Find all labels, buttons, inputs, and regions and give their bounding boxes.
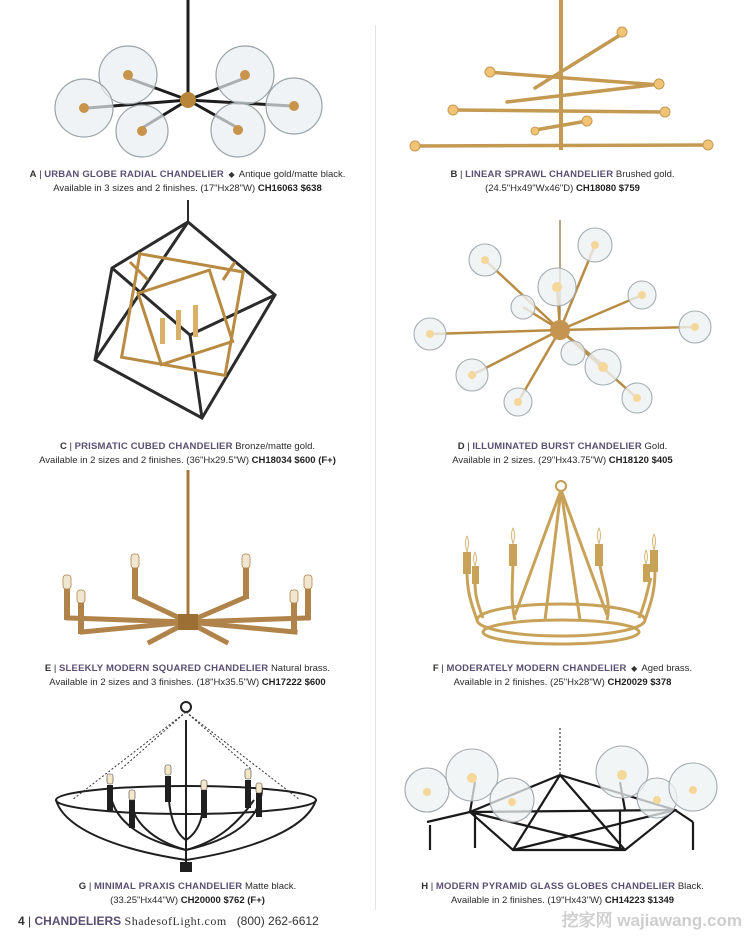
product-finish: Antique gold/matte black.: [238, 169, 346, 180]
product-letter: E: [44, 663, 52, 674]
product-price: $638: [300, 183, 322, 194]
prismatic-cube-chandelier-image: [0, 200, 375, 438]
product-sku: CH18034: [251, 455, 292, 466]
product-finish: Matte black.: [244, 881, 297, 892]
product-finish: Gold.: [644, 441, 668, 452]
product-detail: Available in 2 finishes. (19"Hx43"W): [450, 895, 603, 906]
watermark: 挖家网 wajiawang.com: [561, 911, 742, 930]
product-name[interactable]: MODERATELY MODERN CHANDELIER: [446, 663, 627, 674]
product-detail: Available in 2 finishes. (25"Hx28"W): [453, 677, 605, 688]
product-sku: CH14223: [604, 895, 645, 906]
product-name[interactable]: ILLUMINATED BURST CHANDELIER: [472, 441, 642, 452]
minimal-praxis-chandelier-image: [0, 700, 375, 878]
product-detail: Available in 3 sizes and 2 finishes. (17"Hx28"W): [53, 183, 256, 194]
product-letter: F: [432, 663, 439, 674]
product-detail: Available in 2 sizes and 3 finishes. (18"Hx35.5"W): [49, 677, 260, 688]
diamond-icon: ◆: [228, 170, 235, 179]
product-finish: Black.: [677, 881, 704, 892]
product-finish: Bronze/matte gold.: [235, 441, 316, 452]
product-a-caption: A | URBAN GLOBE RADIAL CHANDELIER ◆ Antique gold/matte black. Available in 3 sizes and 2 finishes. (17"Hx28"W) CH16063 $638: [29, 169, 346, 194]
product-letter: B: [450, 169, 458, 180]
product-detail: (33.25"Hx44"W): [110, 895, 179, 906]
product-finish: Brushed gold.: [615, 169, 675, 180]
product-sku: CH17222: [261, 677, 302, 688]
urban-globe-chandelier-image: [0, 0, 375, 165]
product-finish: Aged brass.: [641, 663, 693, 674]
product-sku: CH16063: [257, 183, 298, 194]
moderately-modern-chandelier-image: [375, 470, 750, 660]
product-g-caption: G | MINIMAL PRAXIS CHANDELIER Matte black. (33.25"Hx44"W) CH20000 $762 (F+): [78, 881, 297, 906]
page-number: 4: [18, 914, 25, 928]
product-sku: CH18120: [608, 455, 649, 466]
product-finish: Natural brass.: [270, 663, 331, 674]
product-letter: G: [78, 881, 87, 892]
product-detail: (24.5"Hx49"Wx46"D): [485, 183, 574, 194]
product-name[interactable]: SLEEKLY MODERN SQUARED CHANDELIER: [59, 663, 269, 674]
illuminated-burst-chandelier-image: [375, 200, 750, 438]
product-letter: H: [421, 881, 429, 892]
phone-number[interactable]: (800) 262-6612: [236, 914, 319, 928]
product-price: $759: [618, 183, 640, 194]
product-sku: CH20029: [607, 677, 648, 688]
product-b-caption: B | LINEAR SPRAWL CHANDELIER Brushed gold. (24.5"Hx49"Wx46"D) CH18080 $759: [450, 169, 675, 194]
section-title: CHANDELIERS: [34, 914, 122, 928]
product-price: $405: [651, 455, 673, 466]
product-price: $1349: [647, 895, 675, 906]
product-name[interactable]: LINEAR SPRAWL CHANDELIER: [465, 169, 614, 180]
product-letter: D: [457, 441, 465, 452]
product-sku: CH18080: [575, 183, 617, 194]
product-letter: A: [29, 169, 37, 180]
product-name[interactable]: MINIMAL PRAXIS CHANDELIER: [93, 881, 243, 892]
product-detail: Available in 2 sizes and 2 finishes. (36"Hx29.5"W): [39, 455, 249, 466]
product-price: $762 (F+): [223, 895, 265, 906]
product-f-caption: F | MODERATELY MODERN CHANDELIER ◆ Aged brass. Available in 2 finishes. (25"Hx28"W) CH20029 $378: [432, 663, 693, 688]
product-e-caption: E | SLEEKLY MODERN SQUARED CHANDELIER Natural brass. Available in 2 sizes and 3 finishes. (18"Hx35.5"W) CH17222 $600: [44, 663, 331, 688]
product-c-caption: C | PRISMATIC CUBED CHANDELIER Bronze/matte gold. Available in 2 sizes and 2 finishes. (36"Hx29.5"W) CH18034 $600 (F+): [39, 441, 336, 466]
product-detail: Available in 2 sizes. (29"Hx43.75"W): [452, 455, 607, 466]
product-price: $600: [304, 677, 326, 688]
product-price: $600 (F+): [294, 455, 336, 466]
product-letter: C: [59, 441, 67, 452]
product-name[interactable]: PRISMATIC CUBED CHANDELIER: [74, 441, 233, 452]
product-price: $378: [650, 677, 672, 688]
product-h-caption: H | MODERN PYRAMID GLASS GLOBES CHANDELIER Black. Available in 2 finishes. (19"Hx43"W) CH14223 $1349: [421, 881, 704, 906]
page-footer: 4 | CHANDELIERS ShadesofLight.com (800) 262-6612: [18, 914, 319, 928]
sleekly-modern-chandelier-image: [0, 470, 375, 660]
linear-sprawl-chandelier-image: [375, 0, 750, 165]
product-name[interactable]: URBAN GLOBE RADIAL CHANDELIER: [44, 169, 224, 180]
product-name[interactable]: MODERN PYRAMID GLASS GLOBES CHANDELIER: [435, 881, 676, 892]
website-link[interactable]: ShadesofLight.com: [124, 914, 227, 928]
product-d-caption: D | ILLUMINATED BURST CHANDELIER Gold. Available in 2 sizes. (29"Hx43.75"W) CH18120 $405: [452, 441, 673, 466]
product-sku: CH20000: [180, 895, 221, 906]
pyramid-glass-globes-chandelier-image: [375, 700, 750, 878]
diamond-icon: ◆: [631, 664, 638, 673]
